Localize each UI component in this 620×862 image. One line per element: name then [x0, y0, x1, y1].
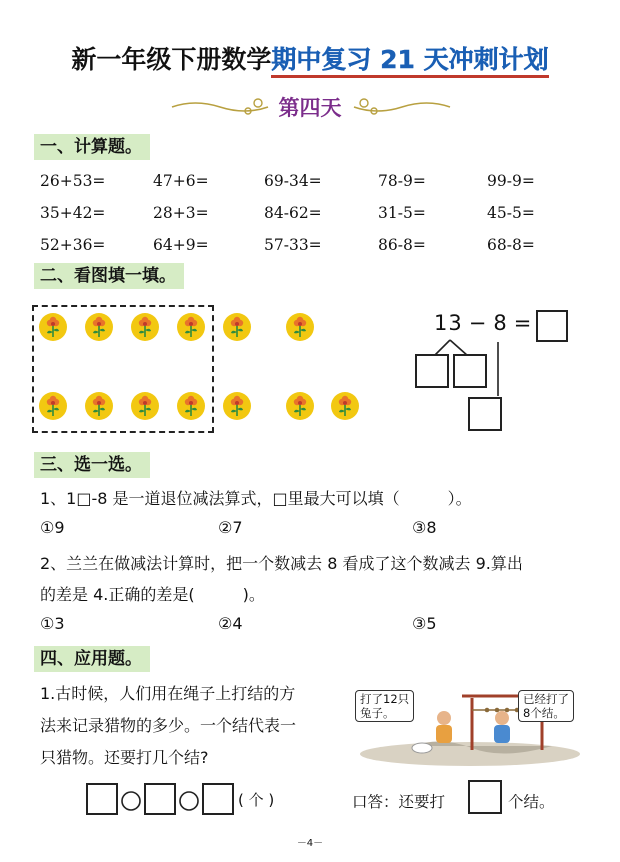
answer-prefix: 口答：还要打 — [352, 793, 446, 811]
answer-box-split-1[interactable] — [415, 354, 449, 388]
calc-item: 52+36= — [40, 236, 106, 254]
application-line-2: 法来记录猎物的多少。一个结代表一 — [40, 716, 297, 735]
flower-icon — [84, 312, 114, 342]
formula-box-3[interactable] — [202, 783, 234, 815]
formula-box-2[interactable] — [144, 783, 176, 815]
bubble-right-line2: 8个结。 — [523, 706, 565, 720]
flower-icon — [285, 312, 315, 342]
operator-circle-2-icon[interactable] — [178, 790, 200, 812]
q1-option-2[interactable]: ②7 — [218, 518, 243, 537]
calc-item: 68-8= — [487, 236, 535, 254]
choice-question-1: 1、1□-8 是一道退位减法算式，□里最大可以填（ ）。 — [40, 489, 472, 508]
q1-option-1[interactable]: ①9 — [40, 518, 65, 537]
flower-icon — [222, 312, 252, 342]
flower-icon — [84, 391, 114, 421]
day-label: 第四天 — [278, 96, 342, 120]
flower-icon — [176, 312, 206, 342]
formula-box-1[interactable] — [86, 783, 118, 815]
calc-item: 78-9= — [378, 172, 426, 190]
calc-item: 26+53= — [40, 172, 106, 190]
page-number: －4－ — [296, 838, 324, 849]
application-line-1: 1.古时候，人们用在绳子上打结的方 — [40, 684, 296, 703]
calc-item: 99-9= — [487, 172, 535, 190]
answer-box-knots[interactable] — [468, 780, 502, 814]
bubble-left-line1: 打了12只 — [360, 692, 410, 706]
flower-icon — [130, 391, 160, 421]
flower-icon — [330, 391, 360, 421]
q2-option-2[interactable]: ②4 — [218, 614, 243, 633]
section-heading-choice: 三、选一选。 — [34, 452, 150, 478]
flower-icon — [285, 391, 315, 421]
title-part2: 期中复习 21 天冲刺计划 — [271, 45, 548, 78]
section-heading-application: 四、应用题。 — [34, 646, 150, 672]
section-heading-calc: 一、计算题。 — [34, 134, 150, 160]
flower-icon — [38, 391, 68, 421]
calc-item: 47+6= — [153, 172, 209, 190]
answer-box-difference[interactable] — [536, 310, 568, 342]
flower-icon — [222, 391, 252, 421]
equation-sub: 8 — [493, 311, 508, 335]
answer-box-split-2[interactable] — [453, 354, 487, 388]
equation-left: 13 — [434, 311, 463, 335]
speech-bubble-left — [355, 690, 414, 722]
calc-item: 45-5= — [487, 204, 535, 222]
answer-suffix: 个结。 — [508, 793, 555, 811]
q2-option-3[interactable]: ③5 — [412, 614, 437, 633]
calc-item: 31-5= — [378, 204, 426, 222]
bubble-right-line1: 已经打了 — [523, 692, 569, 706]
choice-question-2-line1: 2、兰兰在做减法计算时，把一个数减去 8 看成了这个数减去 9.算出 — [40, 554, 523, 573]
q2-option-1[interactable]: ①3 — [40, 614, 65, 633]
page-title — [0, 40, 620, 76]
calc-item: 69-34= — [264, 172, 322, 190]
flower-icon — [38, 312, 68, 342]
flower-icon — [130, 312, 160, 342]
calc-item: 28+3= — [153, 204, 209, 222]
answer-box-split-3[interactable] — [468, 397, 502, 431]
choice-question-2-line2: 的差是 4.正确的差是( )。 — [40, 585, 265, 604]
section-heading-picture: 二、看图填一填。 — [34, 263, 184, 289]
calc-item: 35+42= — [40, 204, 106, 222]
equation-minus: − — [468, 311, 488, 335]
operator-circle-1-icon[interactable] — [120, 790, 142, 812]
calc-item: 57-33= — [264, 236, 322, 254]
q1-option-3[interactable]: ③8 — [412, 518, 437, 537]
calc-item: 84-62= — [264, 204, 322, 222]
calc-item: 86-8= — [378, 236, 426, 254]
flower-icon — [176, 391, 206, 421]
title-part1: 新一年级下册数学 — [71, 45, 272, 74]
application-line-3: 只猎物。还要打几个结? — [40, 748, 209, 767]
equation-text — [434, 311, 532, 335]
ornament-right-icon — [352, 97, 452, 117]
unit-label: ( 个 ) — [238, 791, 275, 809]
speech-bubble-right — [518, 690, 574, 722]
bubble-left-line2: 兔子。 — [360, 706, 395, 720]
equation-eq: = — [513, 311, 533, 335]
calc-item: 64+9= — [153, 236, 209, 254]
